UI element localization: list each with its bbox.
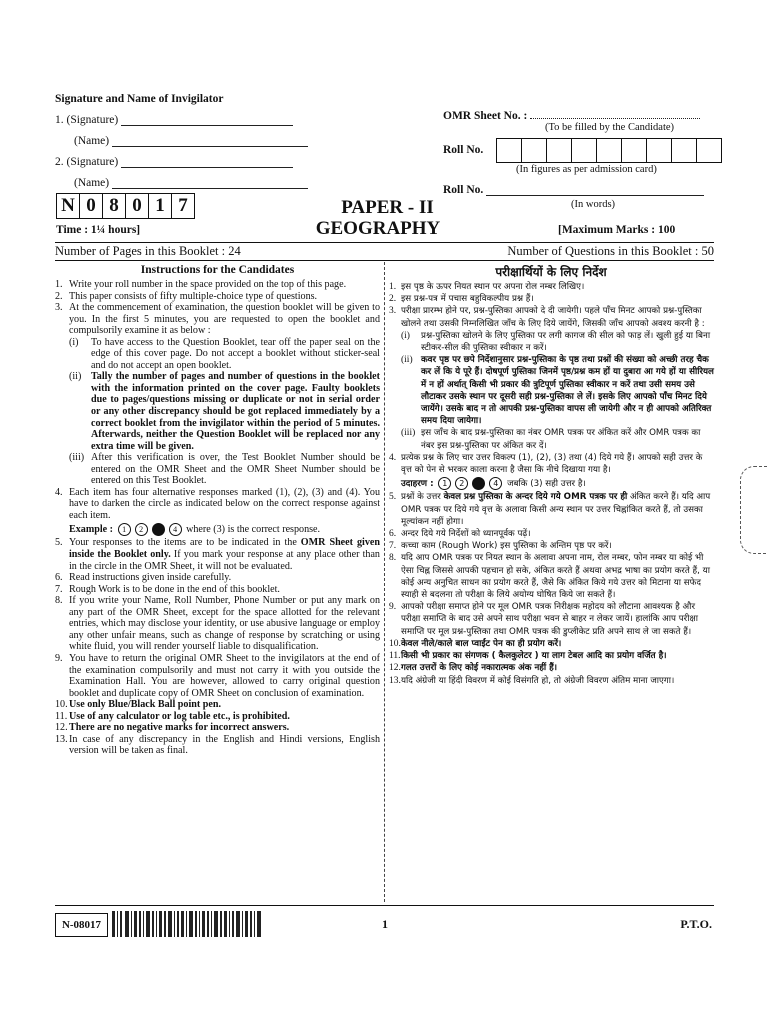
list-item: 3. परीक्षा प्रारम्भ होने पर, प्रश्न-पुस्तिका आपको दे दी जायेगी। पहले पाँच मिनट आपको प्रश्न-पुस्तिका खोलने तथा उसकी निम्नलिखित जाँच के लिए दिये जायेंगे, जिसकी जाँच आपको अवश्य करनी है :: [389, 306, 705, 329]
name-2-field[interactable]: [112, 188, 308, 189]
list-item: 11. Use of any calculator or log table etc., is prohibited.: [55, 710, 290, 722]
list-item: 8. If you write your Name, Roll Number, Phone Number or put any mark on any part of the OMR Sheet, except for the space allotted for the relevant entries, which may disclose your identity, or use abusive language or employ any other unfair means, such as change of response by scratching or using white fluid, you will render yourself liable to disqualification.: [55, 595, 380, 653]
column-divider: [384, 262, 385, 902]
name-2-row: [74, 177, 308, 189]
roll-words-row: [443, 184, 704, 196]
signature-2-row: [55, 156, 293, 168]
signature-1-label: 1. (Signature): [55, 114, 119, 126]
booklet-code-char: 0: [79, 193, 102, 219]
time-label: Time : 1¼ hours]: [56, 224, 141, 236]
max-marks: [Maximum Marks : 100: [558, 224, 676, 236]
option-circle-filled: [152, 523, 165, 536]
roll-words-note: (In words): [571, 199, 616, 210]
roll-digit-box[interactable]: [621, 138, 646, 163]
list-subitem: (iii) इस जाँच के बाद प्रश्न-पुस्तिका का नंबर OMR पत्रक पर अंकित करें और OMR पत्रक का नंबर इस प्रश्न-पुस्तिका पर अंकित कर दें।: [401, 428, 701, 451]
example-text: where (3) is the correct response.: [186, 524, 321, 536]
seal-mark: [740, 466, 768, 554]
pages-count: [55, 244, 241, 259]
list-item: 2. इस प्रश्न-पत्र में पचास बहुविकल्पीय प्रश्न हैं।: [389, 294, 534, 305]
list-item: 4. प्रत्येक प्रश्न के लिए चार उत्तर विकल्प (1), (2), (3) तथा (4) दिये गये हैं। आपको सही उत्तर के वृत्त को पेन से भरकर काला करना है जैसा कि नीचे दिखाया गया है।: [389, 452, 703, 476]
list-item: 9. आपको परीक्षा समाप्त होने पर मूल OMR पत्रक निरीक्षक महोदय को लौटाना आवश्यक है और परीक्षा समाप्ति के बाद उसे अपने साथ परीक्षा भवन से बाहर न लेकर जायें। हालांकि आप परीक्षा समाप्ति पर मूल प्रश्न-पुस्तिका तथा OMR पत्रक की डुप्लीकेट प्रति अपने साथ ले जा सकते हैं।: [389, 602, 698, 637]
roll-no-boxes[interactable]: [496, 138, 722, 163]
option-circle-4: 4: [169, 523, 182, 536]
count-rule: [55, 260, 714, 261]
header-rule: [55, 242, 714, 243]
name-2-label: (Name): [74, 177, 110, 189]
list-item: 10. Use only Blue/Black Ball point pen.: [55, 699, 221, 711]
subject-title: GEOGRAPHY: [315, 218, 441, 239]
list-subitem: (i) To have access to the Question Booklet, tear off the paper seal on the edge of this cover page. Do not accept a booklet without sticker-seal and do not accept an open booklet.: [69, 336, 380, 371]
paper-title: PAPER - II: [341, 197, 434, 218]
list-item: 7. कच्चा काम (Rough Work) इस पुस्तिका के अन्तिम पृष्ठ पर करें।: [389, 541, 612, 552]
roll-words-field[interactable]: [486, 195, 704, 196]
roll-digit-box[interactable]: [696, 138, 722, 163]
english-instructions: [55, 279, 380, 757]
list-item: 7. Rough Work is to be done in the end of this booklet.: [55, 583, 280, 595]
list-item: 9. You have to return the original OMR Sheet to the invigilators at the end of the examination compulsorily and must not carry it with you outside the Examination Hall. You are however, allowed to carry original question booklet and duplicate copy of OMR Sheet on conclusion of examination.: [55, 652, 380, 699]
list-item: 2. This paper consists of fifty multiple-choice type of questions.: [55, 290, 318, 302]
example-row: [55, 521, 380, 537]
roll-digit-box[interactable]: [496, 138, 521, 163]
omr-sheet-field[interactable]: [530, 118, 700, 119]
english-heading: Instructions for the Candidates: [140, 264, 295, 276]
list-subitem: (ii) Tally the number of pages and number of questions in the booklet with the information printed on the cover page. Faulty booklets due to pages/questions missing or duplicate or not in serial order or any other discrepancy should be got replaced immediately by a correct booklet from the invigilator within the period of 5 minutes. Afterwards, neither the Question Booklet will be replaced nor any extra time will be given.: [69, 371, 380, 452]
page-number: 1: [382, 917, 388, 931]
signature-1-field[interactable]: [121, 125, 293, 126]
option-circle-2: 2: [455, 477, 468, 490]
list-subitem: (ii) कवर पृष्ठ पर छपे निर्देशानुसार प्रश्न-पुस्तिका के पृष्ठ तथा प्रश्नों की संख्या को अच्छी तरह चैक कर लें कि ये पूरे हैं। दोषपूर्ण पुस्तिका जिनमें पृष्ठ/प्रश्न कम हों या दुबारा आ गये हों या सीरियल में न हों अर्थात् किसी भी प्रकार की त्रुटिपूर्ण पुस्तिका स्वीकार न करें तथा उसी समय उसे लौटाकर उसके स्थान पर दूसरी सही प्रश्न-पुस्तिका ले लें। इसके लिए आपको पाँच मिनट दिये जायेंगे। उसके बाद न तो आपकी प्रश्न-पुस्तिका वापस ली जायेगी और न ही आपको अतिरिक्त समय दिया जायेगा।: [401, 355, 714, 427]
name-1-row: [74, 135, 308, 147]
example-label: Example :: [69, 524, 114, 536]
booklet-code: [56, 193, 195, 219]
omr-sheet-note: (To be filled by the Candidate): [545, 122, 675, 133]
list-subitem: (iii) After this verification is over, the Test Booklet Number should be entered on the OMR Sheet and the OMR Sheet Number should be entered on this Test Booklet.: [69, 452, 380, 487]
list-item: 5. प्रश्नों के उत्तर केवल प्रश्न पुस्तिका के अन्दर दिये गये OMR पत्रक पर ही अंकित करने हैं। यदि आप OMR पत्रक पर दिये गये वृत्त के अलावा किसी अन्य स्थान पर उत्तर चिह्नांकित करते हैं, तो उसका मूल्यांकन नहीं होगा।: [389, 492, 711, 527]
signature-1-row: [55, 114, 293, 126]
list-item: 6. अन्दर दिये गये निर्देशों को ध्यानपूर्वक पढ़ें।: [389, 529, 531, 540]
omr-sheet-row: [443, 110, 700, 122]
signature-2-field[interactable]: [121, 167, 293, 168]
roll-digit-box[interactable]: [546, 138, 571, 163]
roll-words-label: Roll No.: [443, 184, 484, 196]
example-row: [389, 476, 715, 491]
list-item: 12. There are no negative marks for incorrect answers.: [55, 722, 290, 734]
roll-digit-box[interactable]: [521, 138, 546, 163]
booklet-code-char: 8: [102, 193, 125, 219]
omr-sheet-label: OMR Sheet No. :: [443, 110, 528, 122]
list-item: 12. गलत उत्तरों के लिए कोई नकारात्मक अंक नहीं हैं।: [389, 663, 558, 674]
example-label: उदाहरण :: [401, 479, 434, 490]
footer-rule: [55, 905, 714, 906]
list-item: 11. किसी भी प्रकार का संगणक ( कैलकुलेटर ) या लाग टेबल आदि का प्रयोग वर्जित है।: [389, 651, 667, 662]
roll-no-note: (In figures as per admission card): [516, 164, 657, 175]
invigilator-title: Signature and Name of Invigilator: [55, 93, 224, 105]
name-1-field[interactable]: [112, 146, 308, 147]
list-item: 10. केवल नीले/काले बाल प्वाईंट पेन का ही प्रयोग करें।: [389, 638, 562, 649]
questions-count: [456, 244, 714, 259]
list-item: 6. Read instructions given inside carefully.: [55, 572, 232, 584]
list-item: 1. इस पृष्ठ के ऊपर नियत स्थान पर अपना रोल नम्बर लिखिए।: [389, 282, 585, 292]
option-circle-4: 4: [489, 477, 502, 490]
signature-2-label: 2. (Signature): [55, 156, 119, 168]
list-item: 4. Each item has four alternative responses marked (1), (2), (3) and (4). You have to darken the circle as indicated below on the correct response against each item.: [55, 486, 380, 521]
roll-digit-box[interactable]: [671, 138, 696, 163]
option-circle-1: 1: [118, 523, 131, 536]
roll-no-label: Roll No.: [443, 144, 484, 156]
list-item: 13. In case of any discrepancy in the English and Hindi versions, English version will be taken as final.: [55, 733, 380, 757]
footer-code: N-08017: [55, 913, 108, 937]
questions-count-text: Number of Questions in this Booklet : 50: [507, 244, 714, 258]
booklet-code-char: N: [56, 193, 79, 219]
name-1-label: (Name): [74, 135, 110, 147]
booklet-code-char: 7: [171, 193, 195, 219]
example-text: जबकि (3) सही उत्तर है।: [507, 479, 586, 490]
pto-label: P.T.O.: [680, 917, 712, 931]
list-subitem: (i) प्रश्न-पुस्तिका खोलने के लिए पुस्तिका पर लगी कागज की सील को फाड़ लें। खुली हुई या बिना स्टीकर-सील की पुस्तिका स्वीकार न करें।: [401, 330, 711, 354]
option-circle-2: 2: [135, 523, 148, 536]
list-item: 3. At the commencement of examination, the question booklet will be given to you. In the first 5 minutes, you are requested to open the booklet and compulsorily examine it as below :: [55, 302, 380, 337]
option-circle-1: 1: [438, 477, 451, 490]
list-item: 5. Your responses to the items are to be indicated in the OMR Sheet given inside the Booklet only. If you mark your response at any place other than in the circle in the OMR Sheet, it will not be evaluated.: [55, 537, 380, 572]
option-circle-filled: [472, 477, 485, 490]
roll-digit-box[interactable]: [596, 138, 621, 163]
list-item: 8. यदि आप OMR पत्रक पर नियत स्थान के अलावा अपना नाम, रोल नम्बर, फोन नम्बर या कोई भी ऐसा चिह्न जिससे आपकी पहचान हो सके, अंकित करते हैं अथवा अभद्र भाषा का प्रयोग करते हैं, या कोई अन्य अनुचित साधन का प्रयोग करते हैं, जैसे कि अंकित किये गये उत्तर को मिटाना या सफेद स्याही से बदलना तो परीक्षा के लिये अयोग्य घोषित किये जा सकते हैं।: [389, 553, 710, 601]
barcode: [112, 911, 262, 937]
roll-digit-box[interactable]: [571, 138, 596, 163]
booklet-code-char: 0: [125, 193, 148, 219]
list-item: 1. Write your roll number in the space provided on the top of this page.: [55, 279, 347, 290]
pages-count-text: Number of Pages in this Booklet : 24: [55, 244, 241, 258]
roll-digit-box[interactable]: [646, 138, 671, 163]
hindi-instructions: [389, 281, 715, 687]
list-item: 13. यदि अंग्रेजी या हिंदी विवरण में कोई विसंगति हो, तो अंग्रेजी विवरण अंतिम माना जाएगा।: [389, 675, 675, 686]
hindi-heading: परीक्षार्थियों के लिए निर्देश: [495, 265, 607, 279]
booklet-code-char: 1: [148, 193, 171, 219]
